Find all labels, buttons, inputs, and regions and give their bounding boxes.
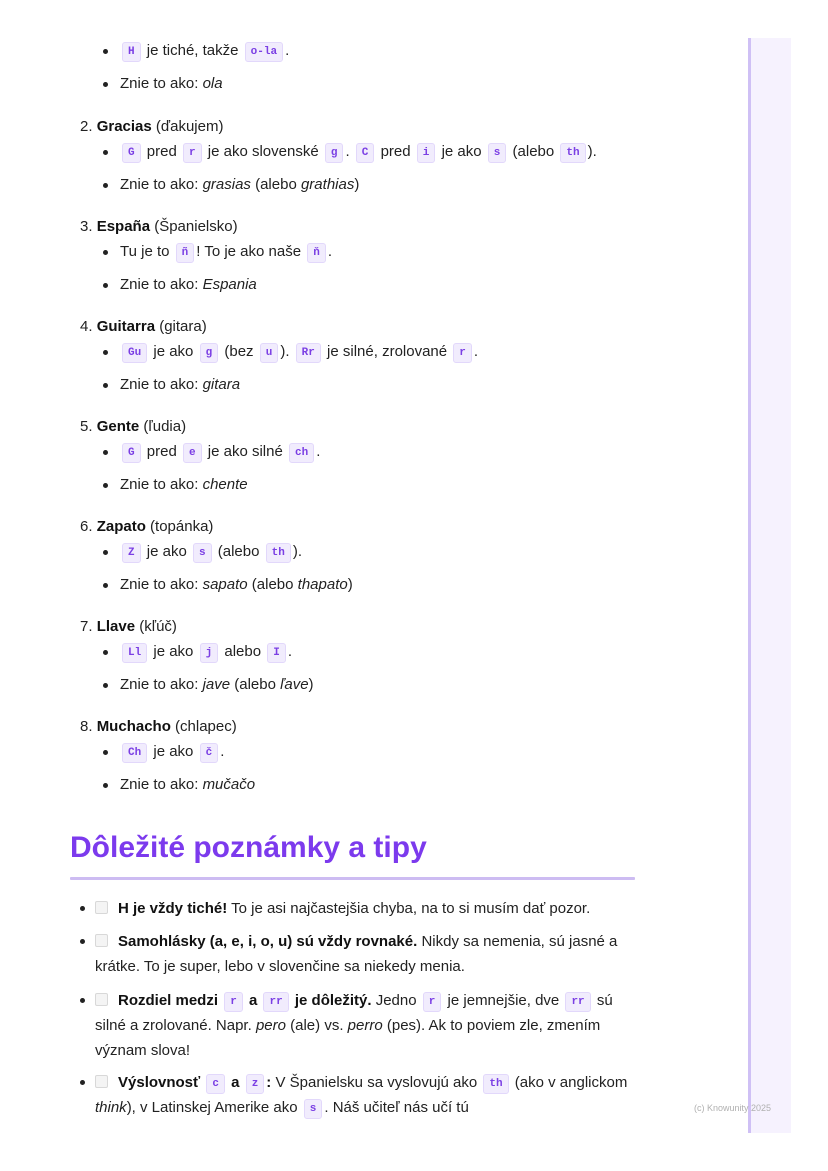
text: je ako bbox=[153, 643, 194, 660]
rule-line bbox=[120, 742, 224, 763]
checkbox[interactable] bbox=[95, 993, 108, 1006]
code-chip: H bbox=[122, 42, 141, 62]
checkbox[interactable] bbox=[95, 901, 108, 914]
tip-title: Samohlásky (a, e, i, o, u) sú vždy rovnaké. bbox=[118, 933, 418, 950]
tip-text: V Španielsku sa vyslovujú ako bbox=[275, 1074, 478, 1091]
code-chip: G bbox=[122, 443, 141, 463]
code-chip: g bbox=[200, 343, 219, 363]
tip-title: je dôležitý. bbox=[294, 992, 372, 1009]
code-chip: th bbox=[483, 1074, 508, 1094]
translation: (gitara) bbox=[159, 318, 207, 335]
tip-title: Rozdiel medzi bbox=[118, 992, 219, 1009]
tip-text: (ale) vs. bbox=[290, 1017, 344, 1034]
tip-text: To je asi najčastejšia chyba, na to si musím dať pozor. bbox=[231, 900, 591, 917]
example-word: perro bbox=[347, 1017, 383, 1034]
code-chip: z bbox=[246, 1074, 265, 1094]
tip-text: je jemnejšie, dve bbox=[447, 992, 560, 1009]
word-heading bbox=[80, 217, 238, 237]
text: Znie to ako: bbox=[120, 276, 199, 293]
text: ) bbox=[354, 176, 360, 193]
text: (alebo bbox=[512, 143, 555, 160]
text: je ako silné bbox=[207, 443, 283, 460]
pronunciation: grasias bbox=[202, 176, 251, 193]
pronunciation: sapato bbox=[202, 576, 248, 593]
pronunciation: chente bbox=[202, 476, 248, 493]
checkbox[interactable] bbox=[95, 1075, 108, 1088]
tip-text: ), v Latinskej Amerike ako bbox=[126, 1099, 298, 1116]
text: . bbox=[287, 643, 293, 660]
text: Tu je to bbox=[120, 243, 170, 260]
pronunciation: ola bbox=[202, 75, 223, 92]
sounds-like-line bbox=[120, 275, 257, 295]
text: je ako bbox=[146, 543, 187, 560]
rule-line bbox=[120, 142, 597, 163]
code-chip: C bbox=[356, 143, 375, 163]
translation: (ďakujem) bbox=[155, 118, 224, 135]
text: ). bbox=[280, 343, 290, 360]
text: ! To je ako naše bbox=[196, 243, 302, 260]
code-chip: e bbox=[183, 443, 202, 463]
pronunciation: gitara bbox=[202, 376, 241, 393]
word-heading bbox=[80, 717, 237, 737]
rule-line bbox=[120, 242, 332, 263]
code-chip: ch bbox=[289, 443, 314, 463]
text: je silné, zrolované bbox=[327, 343, 448, 360]
text: je ako slovenské bbox=[207, 143, 319, 160]
spanish-word: Guitarra bbox=[96, 318, 156, 335]
spanish-word: Zapato bbox=[96, 518, 146, 535]
tip-item bbox=[95, 988, 640, 1063]
spanish-word: Gente bbox=[96, 418, 140, 435]
text: . bbox=[327, 243, 332, 260]
spanish-word: Muchacho bbox=[96, 718, 171, 735]
text: Znie to ako: bbox=[120, 776, 199, 793]
code-chip: r bbox=[423, 992, 442, 1012]
translation: (Španielsko) bbox=[154, 218, 238, 235]
code-chip: Rr bbox=[296, 343, 321, 363]
text: je ako bbox=[441, 143, 482, 160]
text: ) bbox=[347, 576, 353, 593]
rule-line bbox=[120, 442, 320, 463]
text: je ako bbox=[153, 343, 194, 360]
pronunciation: ľave bbox=[280, 676, 309, 693]
text: (alebo bbox=[234, 676, 276, 693]
code-chip: G bbox=[122, 143, 141, 163]
text: Znie to ako: bbox=[120, 75, 199, 92]
code-chip: r bbox=[224, 992, 243, 1012]
list-number: 6. bbox=[80, 518, 93, 535]
tip-text: (pes). Ak to poviem zle, zmením význam slova! bbox=[95, 1017, 601, 1059]
text: . bbox=[316, 443, 321, 460]
rule-line bbox=[120, 542, 302, 563]
text: ). bbox=[587, 143, 597, 160]
sounds-like-line bbox=[120, 675, 314, 695]
text: Znie to ako: bbox=[120, 676, 199, 693]
pronunciation: thapato bbox=[297, 576, 348, 593]
heading-divider bbox=[70, 877, 635, 880]
code-chip: s bbox=[488, 143, 507, 163]
code-chip: Z bbox=[122, 543, 141, 563]
code-chip: I bbox=[267, 643, 286, 663]
pronunciation: jave bbox=[202, 676, 231, 693]
tip-text: . Náš učiteľ nás učí tú bbox=[324, 1099, 469, 1116]
code-chip: th bbox=[560, 143, 585, 163]
copyright-footer: (c) Knowunity 2025 bbox=[694, 1103, 772, 1113]
tip-title: : bbox=[266, 1074, 272, 1091]
spanish-word: Gracias bbox=[96, 118, 152, 135]
code-chip: r bbox=[453, 343, 472, 363]
word-heading bbox=[80, 417, 186, 437]
code-chip: č bbox=[200, 743, 219, 763]
text: Znie to ako: bbox=[120, 176, 199, 193]
code-chip: j bbox=[200, 643, 219, 663]
code-chip: r bbox=[183, 143, 202, 163]
spanish-word: España bbox=[96, 218, 151, 235]
text: Znie to ako: bbox=[120, 376, 199, 393]
translation: (kľúč) bbox=[139, 618, 177, 635]
translation: (topánka) bbox=[150, 518, 214, 535]
text: . bbox=[220, 743, 225, 760]
sounds-like-line bbox=[120, 175, 359, 195]
text: je tiché, takže bbox=[146, 42, 239, 59]
translation: (chlapec) bbox=[175, 718, 237, 735]
code-chip: ñ bbox=[176, 243, 195, 263]
code-chip: ň bbox=[307, 243, 326, 263]
tip-item bbox=[95, 896, 640, 921]
text: (alebo bbox=[255, 176, 297, 193]
code-chip: c bbox=[206, 1074, 225, 1094]
text: (alebo bbox=[217, 543, 260, 560]
text: (alebo bbox=[251, 576, 294, 593]
word-heading bbox=[80, 317, 207, 337]
text: pred bbox=[146, 443, 177, 460]
list-number: 4. bbox=[80, 318, 93, 335]
pronunciation: grathias bbox=[300, 176, 355, 193]
text: ) bbox=[308, 676, 314, 693]
tip-item bbox=[95, 1070, 640, 1120]
rule-line bbox=[120, 342, 478, 363]
example-word: pero bbox=[255, 1017, 286, 1034]
rule-line bbox=[120, 41, 289, 62]
tip-text: Nikdy sa nemenia, sú jasné a krátke. To je super, lebo v slovenčine sa niekedy menia. bbox=[95, 933, 618, 975]
side-panel bbox=[748, 38, 791, 1133]
list-number: 8. bbox=[80, 718, 93, 735]
text: pred bbox=[380, 143, 411, 160]
tip-title: H je vždy tiché! bbox=[118, 900, 228, 917]
code-chip: rr bbox=[565, 992, 590, 1012]
code-chip: g bbox=[325, 143, 344, 163]
text: (bez bbox=[224, 343, 254, 360]
tip-title: a bbox=[248, 992, 258, 1009]
spanish-word: Llave bbox=[96, 618, 136, 635]
text: ). bbox=[292, 543, 303, 560]
text: alebo bbox=[224, 643, 262, 660]
pronunciation: Espania bbox=[202, 276, 257, 293]
tip-item bbox=[95, 929, 640, 979]
sounds-like-line bbox=[120, 475, 248, 495]
code-chip: Ch bbox=[122, 743, 147, 763]
sounds-like-line bbox=[120, 575, 353, 595]
code-chip: th bbox=[266, 543, 291, 563]
text: Znie to ako: bbox=[120, 476, 199, 493]
translation: (ľudia) bbox=[143, 418, 187, 435]
checkbox[interactable] bbox=[95, 934, 108, 947]
text: pred bbox=[146, 143, 177, 160]
example-word: think bbox=[95, 1099, 127, 1116]
code-chip: u bbox=[260, 343, 279, 363]
list-number: 3. bbox=[80, 218, 93, 235]
text: . bbox=[345, 143, 350, 160]
code-chip: o-la bbox=[245, 42, 283, 62]
code-chip: Ll bbox=[122, 643, 147, 663]
code-chip: s bbox=[193, 543, 212, 563]
text: . bbox=[285, 42, 290, 59]
pronunciation: mučačo bbox=[202, 776, 256, 793]
list-number: 7. bbox=[80, 618, 93, 635]
tip-text: (ako v anglickom bbox=[514, 1074, 628, 1091]
rule-line bbox=[120, 642, 292, 663]
code-chip: i bbox=[417, 143, 436, 163]
text: je ako bbox=[153, 743, 194, 760]
tip-title: a bbox=[231, 1074, 240, 1091]
text: . bbox=[473, 343, 479, 360]
sounds-like-line bbox=[120, 74, 223, 94]
tip-text: Jedno bbox=[375, 992, 417, 1009]
list-number: 2. bbox=[80, 118, 93, 135]
text: Znie to ako: bbox=[120, 576, 199, 593]
sounds-like-line bbox=[120, 375, 240, 395]
word-heading bbox=[80, 617, 177, 637]
word-heading bbox=[80, 117, 223, 137]
sounds-like-line bbox=[120, 775, 255, 795]
list-number: 5. bbox=[80, 418, 93, 435]
section-heading: Dôležité poznámky a tipy bbox=[70, 831, 427, 864]
code-chip: s bbox=[304, 1099, 323, 1119]
code-chip: Gu bbox=[122, 343, 147, 363]
tip-title: Výslovnosť bbox=[118, 1074, 201, 1091]
word-heading bbox=[80, 517, 213, 537]
code-chip: rr bbox=[263, 992, 288, 1012]
tip-text: sú silné a zrolované. Napr. bbox=[95, 992, 613, 1034]
